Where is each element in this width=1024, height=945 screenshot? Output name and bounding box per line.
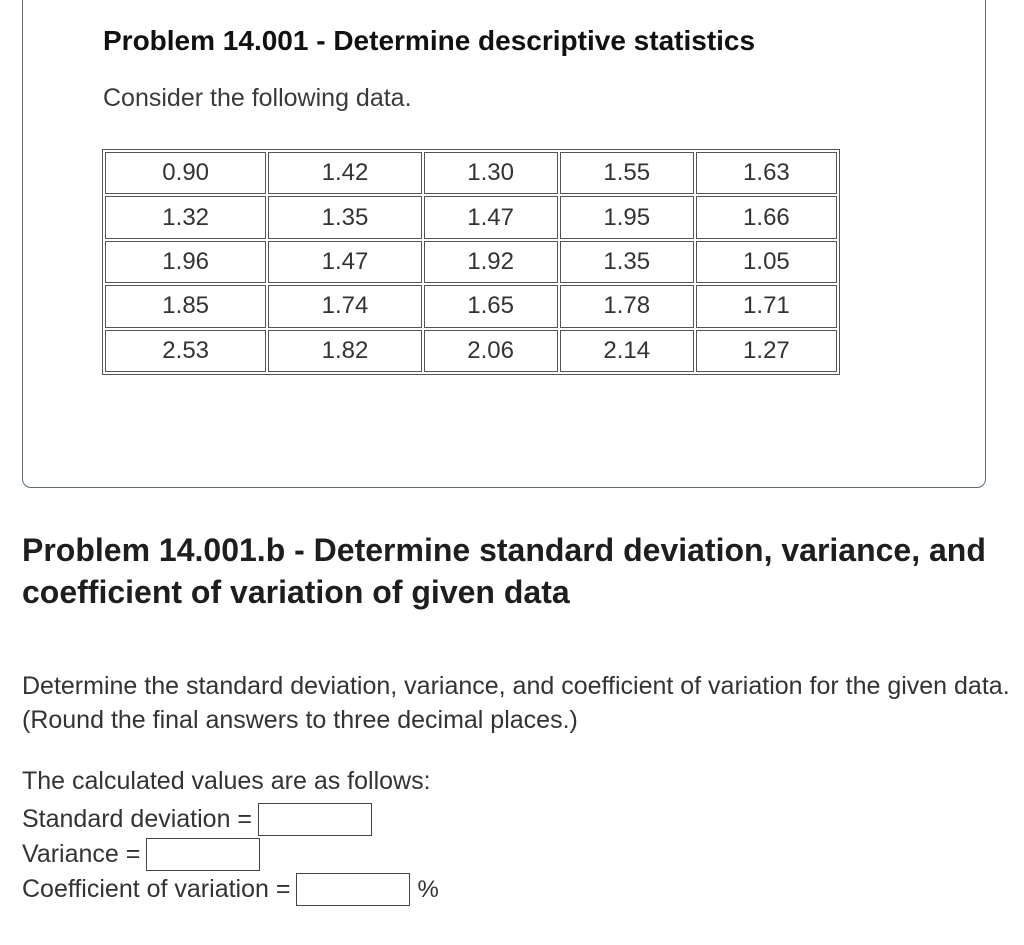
table-row [105,330,837,372]
table-cell: 1.55 [560,152,694,194]
table-cell: 1.92 [424,241,558,283]
table-cell: 1.35 [560,241,694,283]
table-cell: 1.65 [424,285,558,327]
table-cell: 1.47 [268,241,421,283]
table-cell: 2.06 [424,330,558,372]
table-row [105,285,837,327]
table-row [105,241,837,283]
table-cell: 2.53 [105,330,266,372]
table-cell: 1.96 [105,241,266,283]
table-cell: 1.47 [424,196,558,238]
part-b-title: Problem 14.001.b - Determine standard deviation, variance, and coefficient of variation of given data [22,532,986,610]
table-cell: 1.27 [696,330,837,372]
answers-heading: The calculated values are as follows: [22,767,431,795]
table-cell: 1.63 [696,152,837,194]
table-cell: 1.30 [424,152,558,194]
cov-label: Coefficient of variation = [22,875,291,903]
table-cell: 1.32 [105,196,266,238]
table-cell: 1.35 [268,196,421,238]
table-row [105,196,837,238]
cov-row [22,873,439,906]
table-cell: 1.95 [560,196,694,238]
data-table [102,149,840,375]
variance-label: Variance = [22,840,141,868]
percent-unit: % [417,875,439,903]
cov-input[interactable] [296,873,410,906]
table-cell: 1.66 [696,196,837,238]
table-cell: 2.14 [560,330,694,372]
problem-intro: Consider the following data. [103,84,412,112]
table-cell: 1.71 [696,285,837,327]
std-dev-label: Standard deviation = [22,805,253,833]
table-cell: 1.42 [268,152,421,194]
table-cell: 1.74 [268,285,421,327]
table-cell: 1.82 [268,330,421,372]
variance-input[interactable] [146,838,260,871]
table-cell: 1.05 [696,241,837,283]
std-dev-row [22,803,372,836]
table-cell: 1.78 [560,285,694,327]
part-b-instruction: Determine the standard deviation, variance, and coefficient of variation for the given data. (Round the final answers to three decimal places.) [22,672,1010,734]
std-dev-input[interactable] [258,803,372,836]
variance-row [22,838,260,871]
problem-title: Problem 14.001 - Determine descriptive statistics [103,25,756,56]
table-row [105,152,837,194]
table-cell: 0.90 [105,152,266,194]
table-cell: 1.85 [105,285,266,327]
